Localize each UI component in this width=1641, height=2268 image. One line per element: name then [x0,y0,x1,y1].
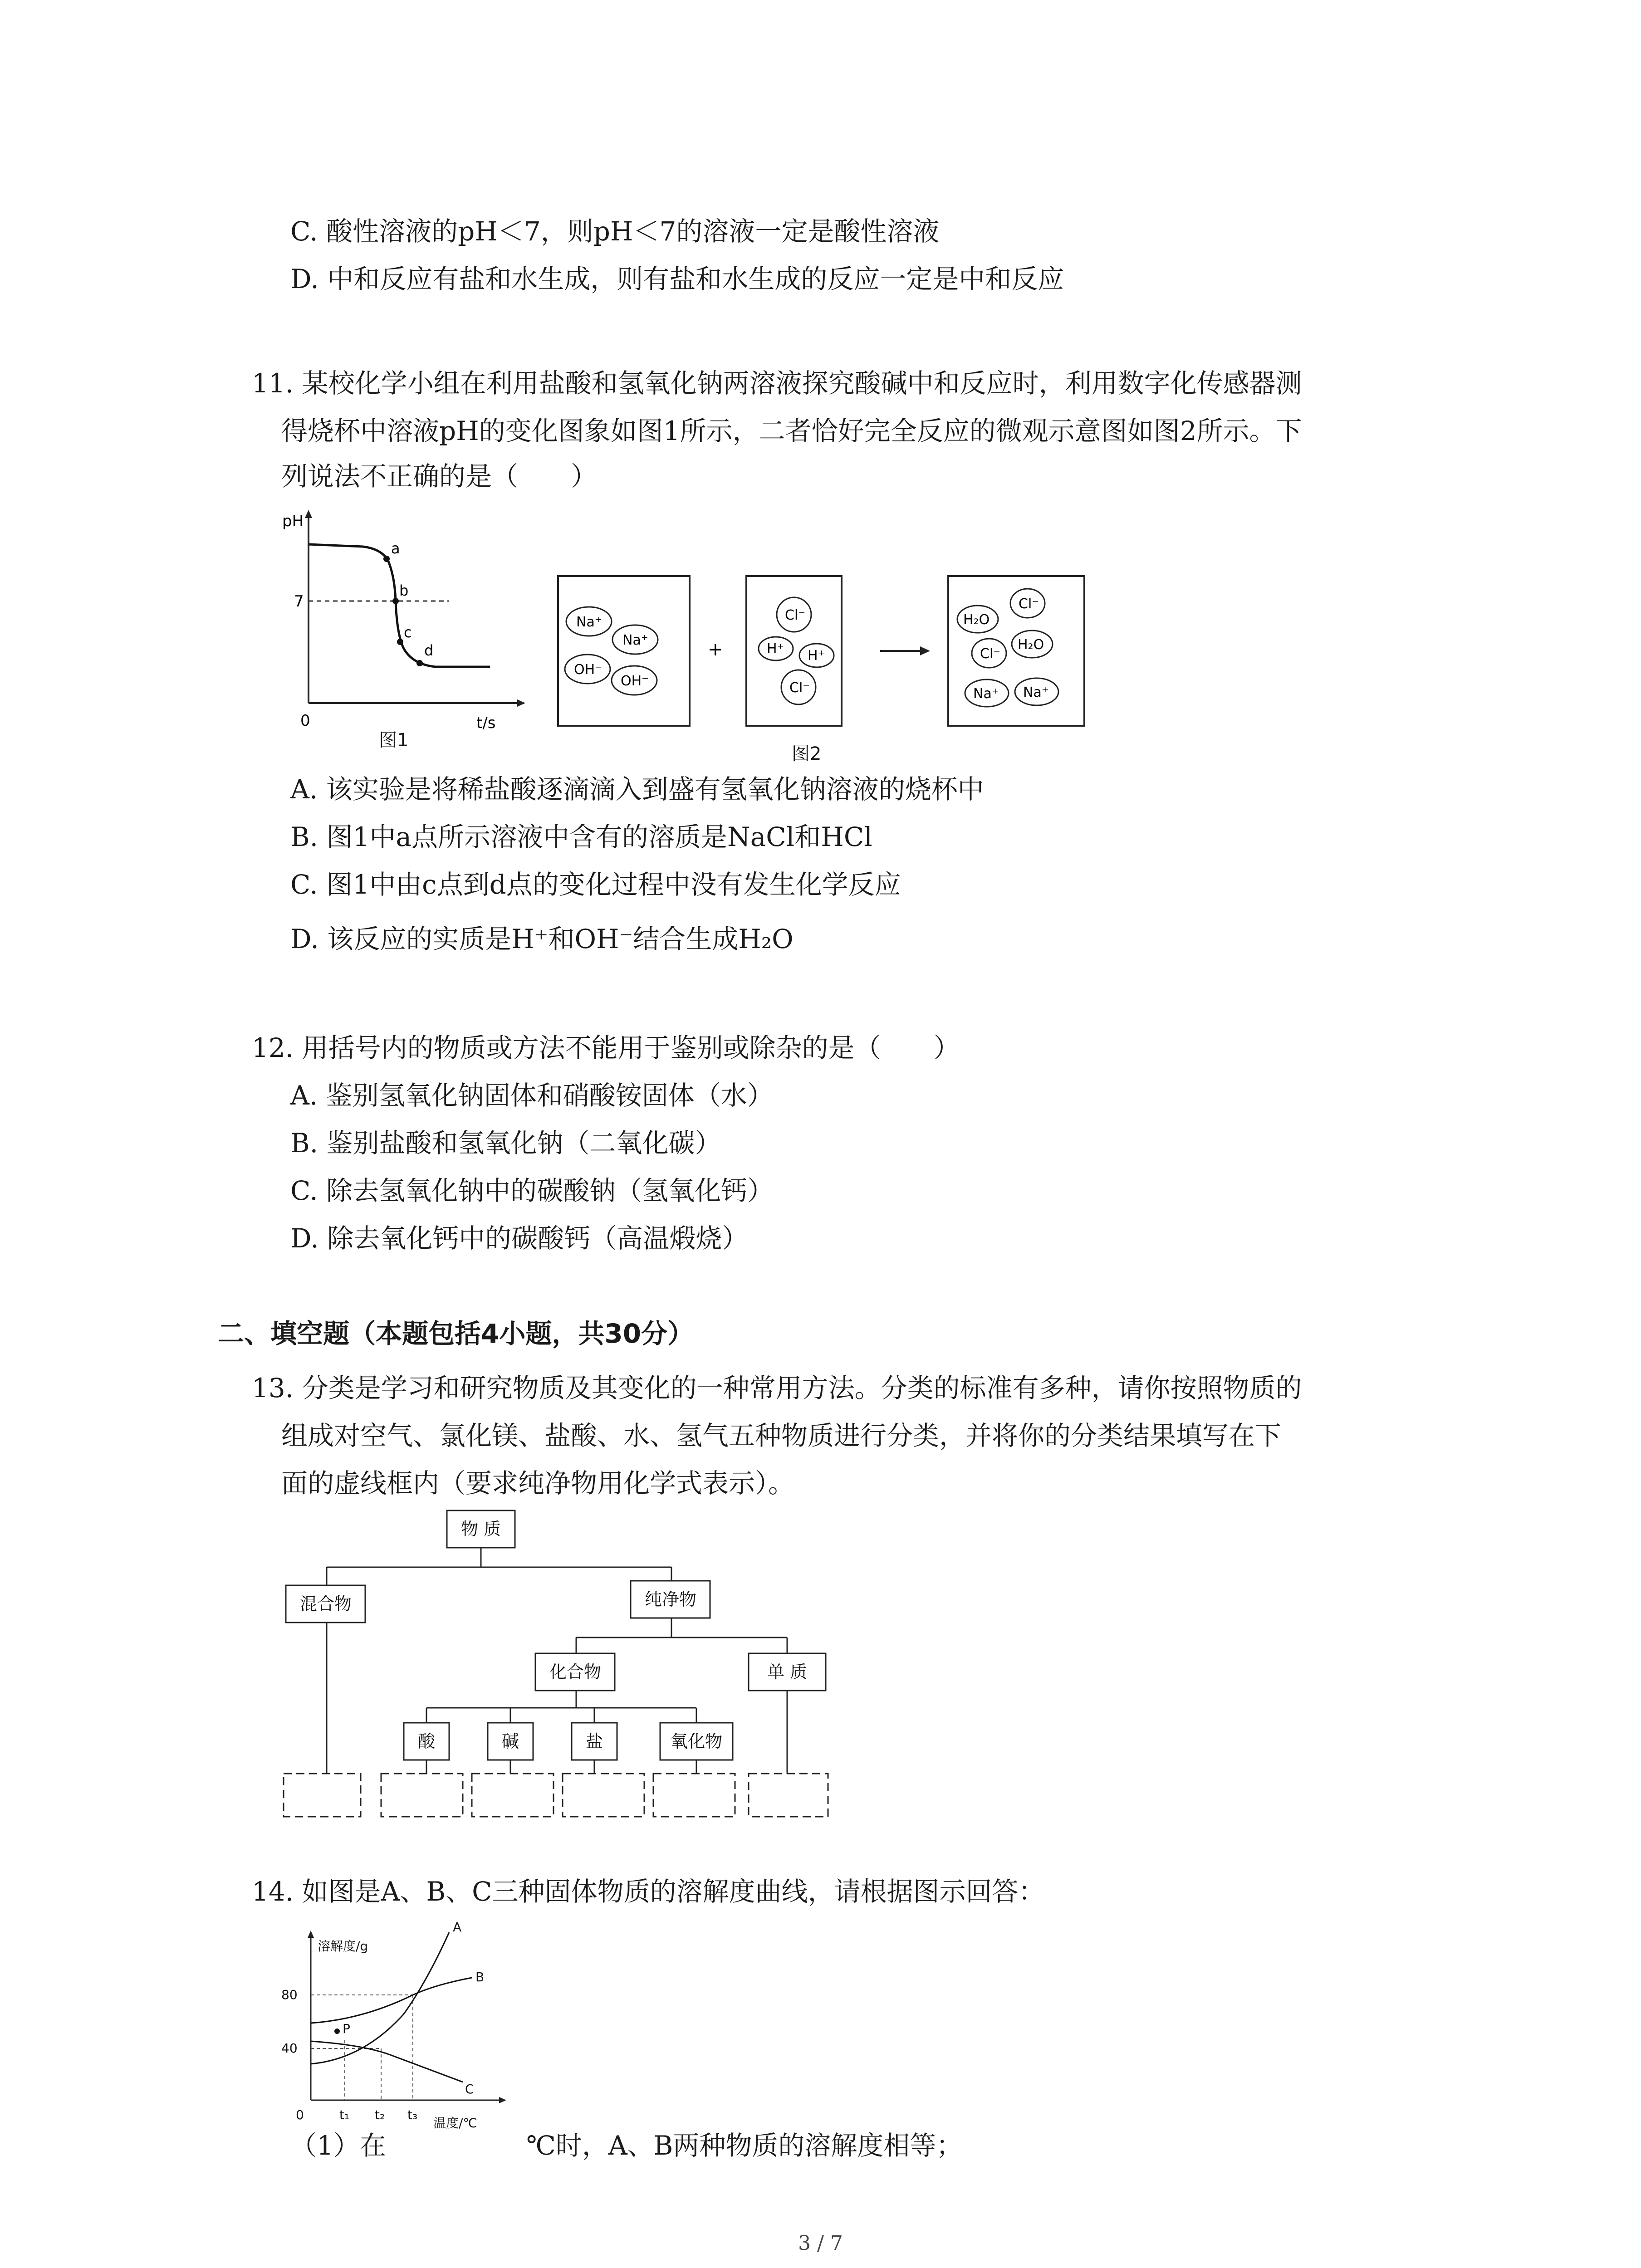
point-p [334,2028,340,2034]
curve-label-c: C [465,2082,474,2097]
q13-stem-line1: 13. 分类是学习和研究物质及其变化的一种常用方法。分类的标准有多种，请你按照物质的 [252,1373,1302,1403]
y-tick-40: 40 [281,2041,298,2056]
tree-compound: 化合物 [549,1662,602,1682]
q10-option-d: D. 中和反应有盐和水生成，则有盐和水生成的反应一定是中和反应 [290,264,1064,294]
q11-stem-line2: 得烧杯中溶液pH的变化图象如图1所示，二者恰好完全反应的微观示意图如图2所示。下 [281,415,1302,446]
point-b [392,598,399,604]
q12-option-b: B. 鉴别盐酸和氢氧化钠（二氧化碳） [290,1128,721,1158]
origin-label: 0 [296,2107,304,2122]
q14-sub1-prefix: （1）在 [290,2130,386,2161]
point-label-a: a [391,540,400,557]
q11-figure1-ph-curve [272,508,526,748]
section2-heading: 二、填空题（本题包括4小题，共30分） [218,1318,694,1349]
ion-cl4: Cl⁻ [980,646,1001,662]
point-label-c: c [404,624,412,641]
q13-stem-line3: 面的虚线框内（要求纯净物用化学式表示）。 [281,1468,795,1499]
curve-label-a: A [453,1920,462,1935]
x-axis-label: 温度/℃ [433,2116,477,2131]
q14-sub1-suffix: ℃时，A、B两种物质的溶解度相等； [526,2130,963,2161]
plus-sign: + [708,639,723,660]
q10-option-c: C. 酸性溶液的pH＜7，则pH＜7的溶液一定是酸性溶液 [290,216,940,247]
tree-salt: 盐 [585,1731,603,1751]
point-c [397,639,403,645]
molecule-h2o1: H₂O [963,612,990,628]
q12-option-c: C. 除去氢氧化钠中的碳酸钠（氢氧化钙） [290,1175,774,1206]
ion-cl2: Cl⁻ [789,680,810,696]
ion-oh2: OH⁻ [621,673,649,689]
point-label-d: d [424,642,434,659]
ion-cl3: Cl⁻ [1019,596,1039,612]
q11-figure1-caption: 图1 [379,730,409,751]
point-label-b: b [399,582,409,599]
q13-stem-line2: 组成对空气、氯化镁、盐酸、水、氢气五种物质进行分类，并将你的分类结果填写在下 [281,1420,1282,1451]
ion-na1: Na⁺ [576,614,602,630]
x-tick-t2: t₂ [375,2107,385,2122]
seven-label: 7 [294,592,304,611]
q12-stem: 12. 用括号内的物质或方法不能用于鉴别或除杂的是（ ） [252,1032,960,1063]
tree-root: 物 质 [460,1519,501,1539]
q11-option-b: B. 图1中a点所示溶液中含有的溶质是NaCl和HCl [290,821,872,852]
ion-cl1: Cl⁻ [785,607,806,623]
tree-oxide: 氧化物 [670,1731,723,1751]
q11-figure2-caption: 图2 [792,743,822,764]
q11-option-c: C. 图1中由c点到d点的变化过程中没有发生化学反应 [290,869,901,900]
curve-c [311,2041,463,2082]
x-tick-t3: t₃ [407,2107,418,2122]
q14-solubility-chart [272,1914,526,2136]
ion-h2: H⁺ [808,648,825,664]
tree-element: 单 质 [767,1662,808,1682]
point-d [416,660,423,666]
point-a [383,556,390,562]
y-axis-label: 溶解度/g [318,1939,368,1954]
ion-na2: Na⁺ [622,632,648,648]
tree-acid: 酸 [417,1731,436,1751]
ion-oh1: OH⁻ [574,662,603,678]
x-axis-label: t/s [476,714,496,732]
q11-stem-line3: 列说法不正确的是（ ） [281,461,598,492]
q11-stem-line1: 11. 某校化学小组在利用盐酸和氢氧化钠两溶液探究酸碱中和反应时，利用数字化传感器测 [252,368,1302,399]
y-tick-80: 80 [281,1987,298,2002]
ion-na3: Na⁺ [973,686,999,702]
q11-option-d: D. 该反应的实质是H⁺和OH⁻结合生成H₂O [290,924,794,954]
q11-option-a: A. 该实验是将稀盐酸逐滴滴入到盛有氢氧化钠溶液的烧杯中 [290,774,984,805]
tree-mixture: 混合物 [299,1594,352,1614]
point-label-p: P [343,2021,350,2036]
origin-label: 0 [300,712,310,730]
tree-base: 碱 [501,1731,519,1751]
q12-option-d: D. 除去氧化钙中的碳酸钙（高温煅烧） [290,1223,749,1254]
molecule-h2o2: H₂O [1018,637,1044,653]
curve-b [311,1978,472,2023]
tree-pure: 纯净物 [644,1589,697,1609]
page-number: 3 / 7 [798,2232,843,2255]
q14-stem: 14. 如图是A、B、C三种固体物质的溶解度曲线，请根据图示回答： [252,1876,1045,1907]
q11-figure2-micro-diagram [554,572,1089,735]
ion-na4: Na⁺ [1023,684,1049,700]
y-axis-label: pH [282,512,304,530]
q12-option-a: A. 鉴别氢氧化钠固体和硝酸铵固体（水） [290,1080,774,1111]
x-tick-t1: t₁ [339,2107,350,2122]
curve-label-b: B [475,1970,485,1984]
ion-h1: H⁺ [767,641,784,657]
q13-classification-tree [272,1506,862,1833]
